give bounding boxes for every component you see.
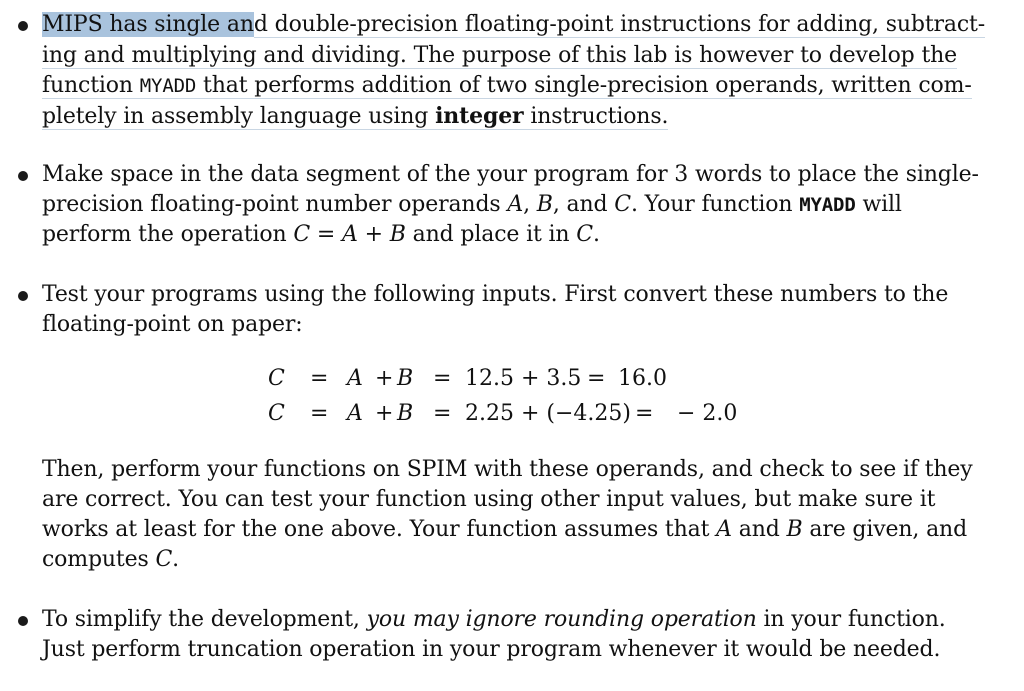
bullet-4-line-1: To simplify the development, you may ignore rounding operation in your function. xyxy=(42,607,946,632)
bullet-3-line-1: Test your programs using the following inputs. First convert these numbers to the xyxy=(42,282,949,307)
document-page: MIPS has single and double-precision floating-point instructions for adding, subtract- ing and multiplying and dividing. The purpose of this lab is however to develop the function MYADD that performs addition of two single-precision operands, written com- pletely in assembly language using integer instructions. Make space in the data segment of the your program for 3 words to place the single- precision floating-point number operands A, B, and C. Your function MYADD will perform the operation C = A + B and place it in C. Test your programs using the following inputs. First convert these numbers to the floating-point on paper: C = A + B = 12.5 + 3.5 = 16.0 C = A + B = 2.25 + (−4.25) = − 2.0 Then, perform your functions on SPIM with these operands, and check to see if they are correct. You can test your function using other input values, but make sure it works at least for the one above. Your function assumes that A and B are given, and computes C. To simplify the development, you may ignore rounding operation in your function. Just perform truncation operation in your program whenever it would be needed. xyxy=(0,0,1024,691)
bullet-1-line-1: MIPS has single and double-precision floating-point instructions for adding, subtract- xyxy=(42,12,985,37)
bullet-4 xyxy=(18,616,28,626)
code-myadd: MYADD xyxy=(799,194,856,216)
bullet-2-line-3: perform the operation C = A + B and place it in C. xyxy=(42,222,600,247)
italic-phrase: you may ignore rounding operation xyxy=(366,607,757,632)
bullet-3-line-2: floating-point on paper: xyxy=(42,312,303,337)
bullet-1-line-2: ing and multiplying and dividing. The purpose of this lab is however to develop the xyxy=(42,43,958,68)
bullet-2-line-2: precision floating-point number operands A, B, and C. Your function MYADD will xyxy=(42,192,902,217)
bullet-2-line-1: Make space in the data segment of the your program for 3 words to place the single- xyxy=(42,162,979,187)
bullet-3 xyxy=(18,291,28,301)
bullet-1-line-3: function MYADD that performs addition of two single-precision operands, written com- xyxy=(42,73,972,98)
code-myadd: MYADD xyxy=(139,75,197,97)
bold-integer: integer xyxy=(435,103,524,129)
selected-text[interactable]: MIPS has single an xyxy=(42,12,254,37)
bullet-1-line-4: pletely in assembly language using integer instructions. xyxy=(42,103,669,129)
bullet-3-after-line-2: are correct. You can test your function using other input values, but make sure it xyxy=(42,487,936,512)
bullet-3-after-line-4: computes C. xyxy=(42,547,180,572)
bullet-3-after-line-3: works at least for the one above. Your function assumes that A and B are given, and xyxy=(42,517,968,542)
bullet-2 xyxy=(18,171,28,181)
bullet-4-line-2: Just perform truncation operation in your program whenever it would be needed. xyxy=(42,637,941,662)
bullet-3-after-line-1: Then, perform your functions on SPIM with these operands, and check to see if they xyxy=(42,457,973,482)
bullet-1 xyxy=(18,21,28,31)
